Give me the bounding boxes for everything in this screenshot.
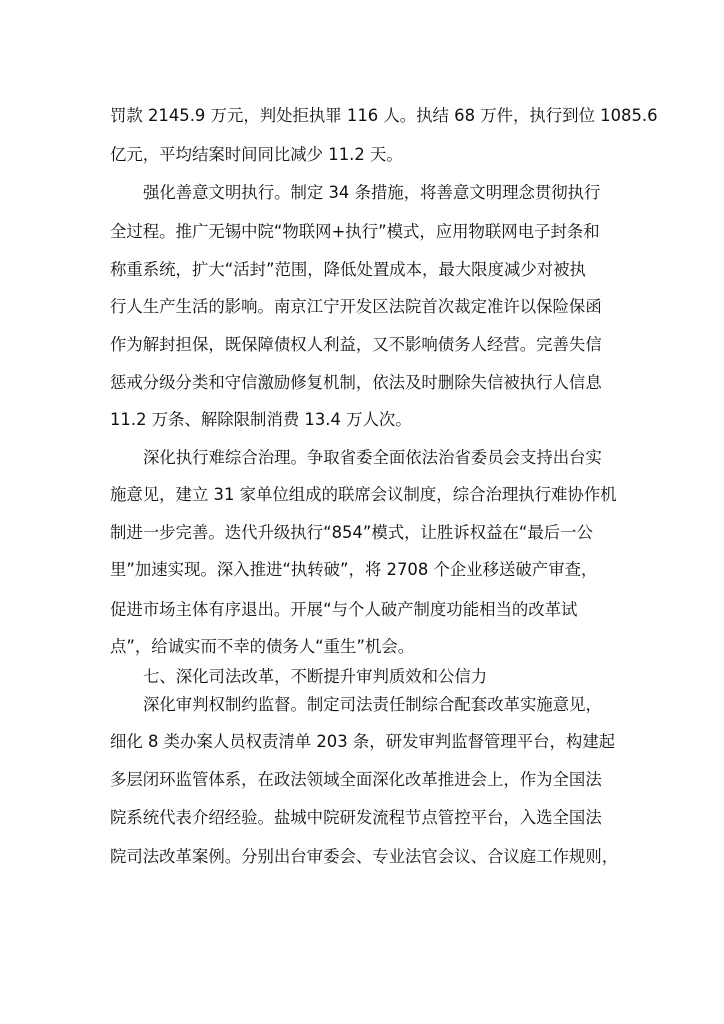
- text-line: 称重系统，扩大“活封”范围，降低处置成本，最大限度减少对被执: [110, 260, 586, 279]
- paragraph-start: 深化执行难综合治理。争取省委全面依法治省委员会支持出台实: [143, 448, 602, 467]
- text-line: 全过程。推广无锡中院“物联网+执行”模式，应用物联网电子封条和: [110, 222, 600, 241]
- text-line: 作为解封担保，既保障债权人利益，又不影响债务人经营。完善失信: [110, 335, 602, 354]
- text-line: 亿元，平均结案时间同比减少 11.2 天。: [110, 145, 403, 164]
- section-heading: 七、深化司法改革，不断提升审判质效和公信力: [143, 667, 488, 686]
- text-line: 11.2 万条、解除限制消费 13.4 万人次。: [110, 410, 412, 429]
- text-line: 点”，给诚实而不幸的债务人“重生”机会。: [110, 637, 415, 656]
- text-line: 多层闭环监管体系，在政法领域全面深化改革推进会上，作为全国法: [110, 770, 602, 789]
- text-line: 罚款 2145.9 万元，判处拒执罪 116 人。执结 68 万件，执行到位 1085.6: [110, 106, 658, 125]
- text-line: 里”加速实现。深入推进“执转破”，将 2708 个企业移送破产审查，: [110, 560, 598, 579]
- text-line: 行人生产生活的影响。南京江宁开发区法院首次裁定准许以保险保函: [110, 297, 602, 316]
- text-line: 院司法改革案例。分别出台审委会、专业法官会议、合议庭工作规则，: [110, 847, 619, 866]
- text-line: 促进市场主体有序退出。开展“与个人破产制度功能相当的改革试: [110, 600, 578, 619]
- paragraph-start: 强化善意文明执行。制定 34 条措施，将善意文明理念贯彻执行: [143, 183, 601, 202]
- text-line: 细化 8 类办案人员权责清单 203 条，研发审判监督管理平台，构建起: [110, 732, 616, 751]
- text-line: 施意见，建立 31 家单位组成的联席会议制度，综合治理执行难协作机: [110, 485, 617, 504]
- text-line: 惩戒分级分类和守信激励修复机制，依法及时删除失信被执行人信息: [110, 373, 602, 392]
- paragraph-start: 深化审判权制约监督。制定司法责任制综合配套改革实施意见，: [143, 695, 602, 714]
- text-line: 院系统代表介绍经验。盐城中院研发流程节点管控平台，入选全国法: [110, 808, 602, 827]
- text-line: 制进一步完善。迭代升级执行“854”模式，让胜诉权益在“最后一公: [110, 523, 593, 542]
